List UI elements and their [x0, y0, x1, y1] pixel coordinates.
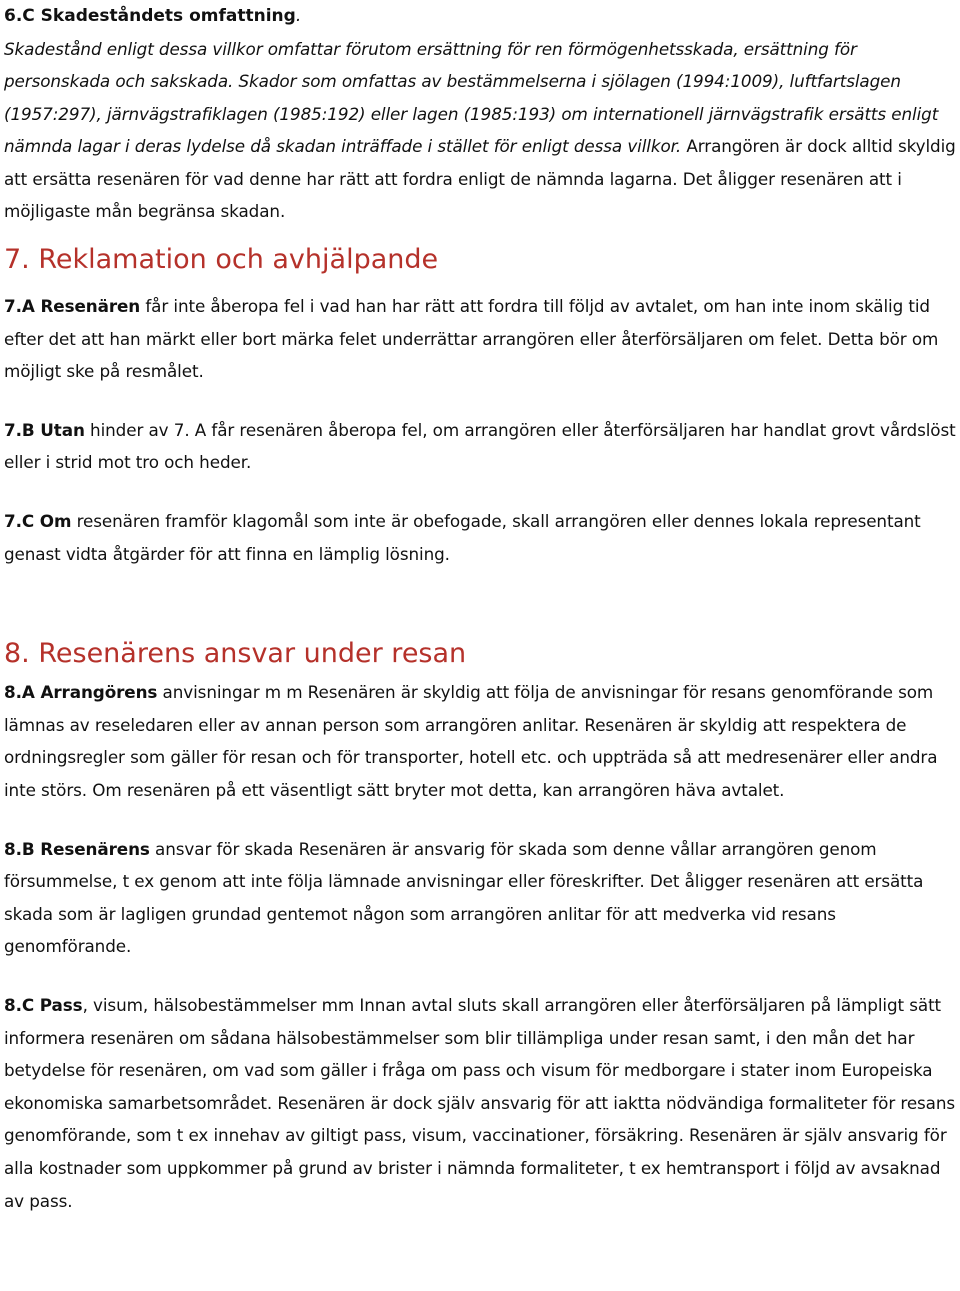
- spacer: [4, 479, 956, 505]
- spacer: [4, 963, 956, 989]
- section-8b-text: ansvar för skada Resenären är ansvarig för skada som denne vållar arrangören genom försummelse, t ex genom att inte följa lämnade anvisningar eller föreskrifter. Det åligger resenären att ersätta skada som är lagligen grundad gentemot någon som arrangören anlitar för att medverka vid resans genomförande.: [4, 838, 924, 957]
- section-8b-paragraph: [4, 833, 956, 963]
- section-8-title: 8. Resenärens ansvar under resan: [4, 638, 467, 670]
- spacer: [4, 388, 956, 414]
- section-7c-lead: 7.C Om: [4, 511, 72, 532]
- section-6c-body-italic: Skadestånd enligt dessa villkor omfattar förutom ersättning för ren förmögenhetsskada, ersättning för personskada och sakskada. Skador som omfattas av bestämmelserna i sjölagen (1994:1009), luftfartslagen (1957:297), järnvägstrafiklagen (1985:192) eller lagen (1985:193) om internationell järnvägstrafik ersätts enligt nämnda lagar i deras lydelse då skadan inträffade i stället för enligt dessa villkor.: [4, 38, 939, 157]
- section-7c-paragraph: [4, 505, 956, 570]
- section-8a-text: anvisningar m m Resenären är skyldig att följa de anvisningar för resans genomförande som lämnas av reseledaren eller av annan person som arrangören anlitar. Resenären är skyldig att respektera de ordningsregler som gäller för resan och för transporter, hotell etc. och uppträda så att medresenärer eller andra inte störs. Om resenären på ett väsentligt sätt bryter mot detta, kan arrangören häva avtalet.: [4, 682, 938, 800]
- spacer: [4, 570, 956, 636]
- section-7b-paragraph: [4, 414, 956, 479]
- spacer: [4, 228, 956, 242]
- section-6c-heading-period: .: [295, 6, 302, 26]
- section-8b-lead: 8.B Resenärens: [4, 838, 150, 859]
- section-8c-lead: 8.C Pass: [4, 994, 83, 1015]
- section-8a-lead: 8.A Arrangörens: [4, 682, 158, 703]
- section-7a-text: får inte åberopa fel i vad han har rätt att fordra till följd av avtalet, om han inte inom skälig tid efter det att han märkt eller bort märka felet underrättar arrangören eller återförsäljaren om felet. Detta bör om möjligt ske på resmålet.: [4, 296, 939, 382]
- section-6c-body-normal: Arrangören är dock alltid skyldig att ersätta resenären för vad denne har rätt att fordra enligt de nämnda lagarna. Det åligger resenären att i möjligaste mån begränsa skadan.: [4, 136, 956, 222]
- section-8c-text: , visum, hälsobestämmelser mm Innan avtal sluts skall arrangören eller återförsäljaren på lämpligt sätt informera resenären om sådana hälsobestämmelser som blir tillämpliga under resan samt, i den mån det har betydelse för resenären, om vad som gäller i fråga om pass och visum för medborgare i stater inom Europeiska ekonomiska samarbetsområdet. Resenären är dock själv ansvarig för att iaktta nödvändiga formaliteter för resans genomförande, som t ex innehav av giltigt pass, visum, vaccinationer, försäkring. Resenären är själv ansvarig för alla kostnader som uppkommer på grund av brister i nämnda formaliteter, t ex hemtransport i följd av avsaknad av pass.: [4, 994, 956, 1211]
- section-6c-body: [4, 33, 956, 229]
- section-8a-paragraph: [4, 676, 956, 806]
- section-8c-paragraph: [4, 989, 956, 1217]
- section-6c-heading-text: 6.C Skadeståndets omfattning: [4, 6, 296, 26]
- spacer: [4, 278, 956, 290]
- section-7-title: 7. Reklamation och avhjälpande: [4, 244, 439, 276]
- section-6c-heading: [4, 0, 956, 33]
- section-7c-text: resenären framför klagomål som inte är obefogade, skall arrangören eller dennes lokala representant genast vidta åtgärder för att finna en lämplig lösning.: [4, 511, 921, 564]
- section-7a-lead: 7.A Resenären: [4, 296, 141, 317]
- section-7a-paragraph: [4, 290, 956, 388]
- section-7b-text: hinder av 7. A får resenären åberopa fel, om arrangören eller återförsäljaren har handlat grovt vårdslöst eller i strid mot tro och heder.: [4, 419, 956, 473]
- spacer: [4, 807, 956, 833]
- section-7b-lead: 7.B Utan: [4, 419, 85, 440]
